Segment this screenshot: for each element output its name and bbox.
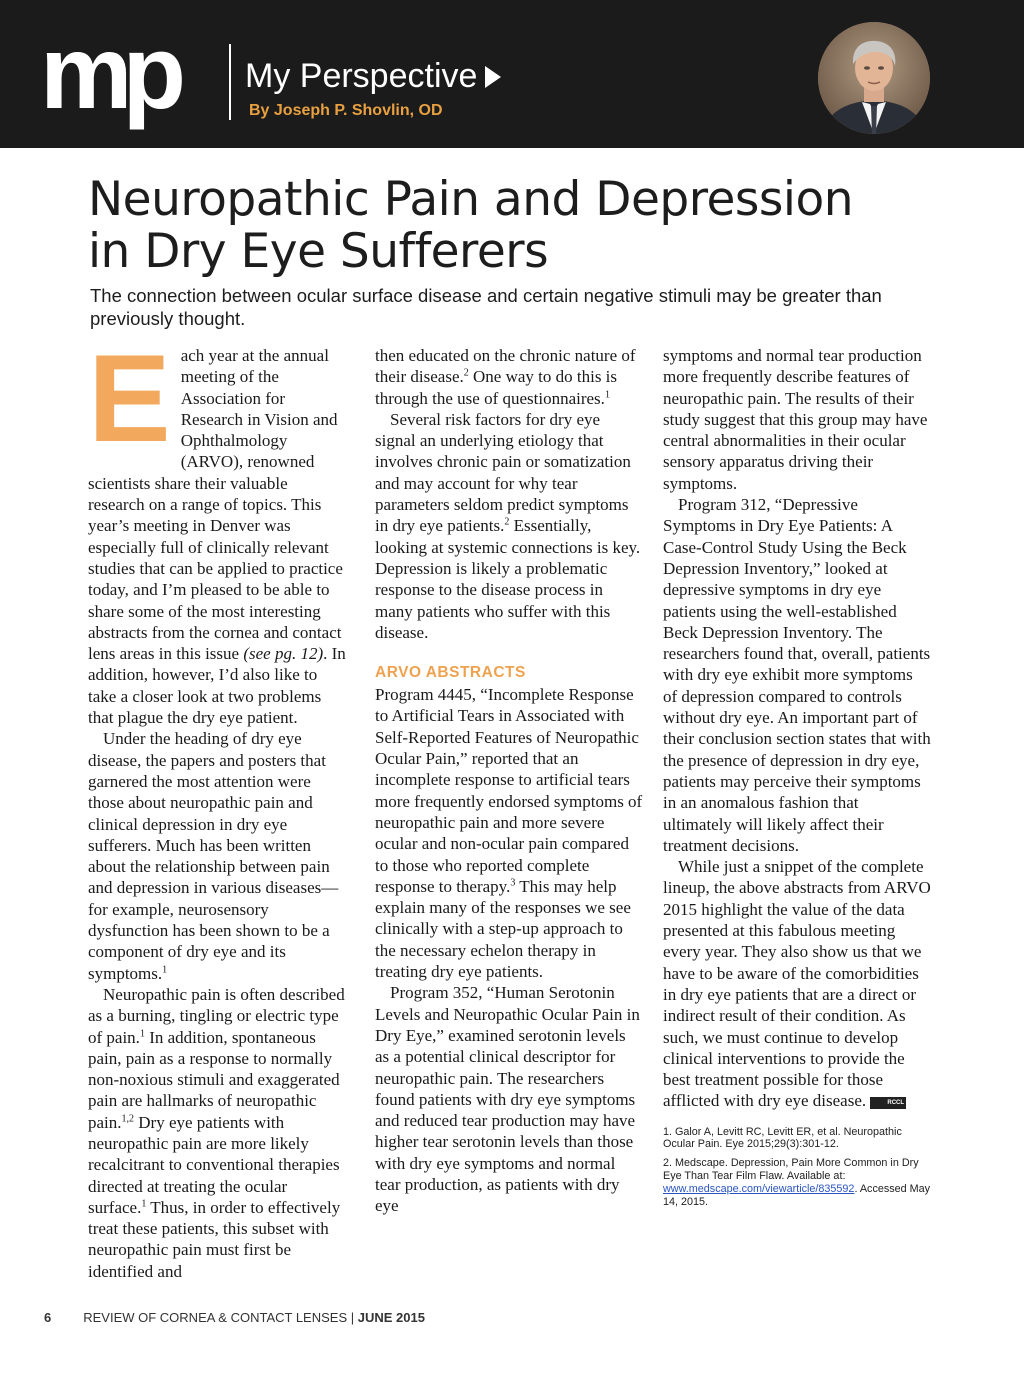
reference-1: 1. Galor A, Levitt RC, Levitt ER, et al. Neuropathic Ocular Pain. Eye 2015;29(3):301-12. [663, 1125, 902, 1151]
paragraph-4-text-b: Essentially, looking at systemic connections is key. Depression is likely a problematic response to the disease process in many patients who suffer with this disease. [375, 516, 641, 642]
page-number: 6 [44, 1310, 52, 1325]
reference-2-text-a: 2. Medscape. Depression, Pain More Common in Dry Eye Than Tear Film Flaw. Available at: [663, 1157, 919, 1183]
citation: 2 [504, 516, 510, 528]
paragraph-3-text-d: Thus, in order to effectively treat these patients, this subset with neuropathic pain must first be identified and [88, 1197, 341, 1281]
paragraph-3-text-c: Dry eye patients with neuropathic pain are more likely recalcitrant to conventional therapies directed at treating the ocular surface. [88, 1112, 340, 1217]
paragraph-6-text: Program 352, “Human Serotonin Levels and Neuropathic Ocular Pain in Dry Eye,” examined serotonin levels as a potential clinical descriptor for neuropathic pain. The researchers found patients with dry eye symptoms and reduced tear production may have higher tear serotonin levels than those with dry eye symptoms and normal tear production, as patients with dry eye [375, 983, 640, 1216]
article-dek: The connection between ocular surface disease and certain negative stimuli may be greater than previously thought. [90, 285, 882, 329]
paragraph-1-after: . In addition, however, I’d also like to take a closer look at two problems that plague the dry eye patient. [88, 644, 346, 728]
page-reference: (see pg. 12) [243, 644, 324, 664]
paragraph-1-text: ach year at the annual meeting of the Association for Research in Vision and Ophthalmology (ARVO), renowned scientists share their valuable research on a range of topics. This year’s meeting in Denver was especially full of clinically relevant studies that can be applied to practice today, and I’m pleased to be able to share some of the most interesting abstracts from the cornea and contact lens areas in this issue [88, 346, 343, 664]
author-portrait-image [818, 22, 930, 134]
column-1 [88, 330, 348, 1282]
paragraph-5 [375, 684, 643, 982]
section-subhead: ARVO ABSTRACTS [375, 664, 526, 682]
author-byline: By Joseph P. Shovlin, OD [249, 102, 443, 119]
publication-name: REVIEW OF CORNEA & CONTACT LENSES | [83, 1310, 358, 1325]
paragraph-1 [88, 330, 348, 728]
play-arrow-icon [485, 66, 501, 88]
column-3 [663, 345, 931, 1214]
column-2 [375, 345, 643, 1217]
article-title [88, 174, 853, 278]
references [663, 1126, 931, 1209]
reference-2-text-b: . Accessed May 14, 2015. [663, 1182, 931, 1208]
citation: 1 [162, 963, 168, 975]
header-divider [229, 44, 231, 120]
citation: 1 [139, 1027, 145, 1039]
paragraph-7-text: Program 312, “Depressive Symptoms in Dry Eye Patients: A Case-Control Study Using the Beck Depression Inventory,” looked at depressive symptoms in dry eye patients using the well-established Beck Depression Inventory. The researchers found that, overall, patients with dry eye exhibit more symptoms of depression compared to controls without dry eye. An important part of their conclusion section states that with the presence of depression in dry eye, patients may perceive their symptoms in an anomalous fashion that ultimately will likely affect their treatment decisions. [663, 495, 931, 855]
paragraph-3 [88, 984, 348, 1282]
paragraph-6-continued: symptoms and normal tear production more frequently describe features of neuropathic pain. The results of their study suggest that this group may have central abnormalities in their ocular sensory apparatus driving their symptoms. [663, 346, 928, 493]
paragraph-3-continued [375, 345, 643, 409]
paragraph-3-text-e: One way to do this is through the use of questionnaires. [375, 367, 618, 408]
paragraph-2-text: Under the heading of dry eye disease, the papers and posters that garnered the most attention were those about neuropathic pain and clinical depression in dry eye sufferers. Much has been written about the relationship between pain and depression in various diseases—for example, neurosensory dysfunction has been shown to be a component of dry eye and its symptoms. [88, 729, 339, 983]
citation: 2 [463, 367, 469, 379]
page-footer [44, 1310, 425, 1325]
paragraph-3-text-b: In addition, spontaneous pain, pain as a response to normally non-noxious stimuli and exaggerated pain are hallmarks of neuropathic pain. [88, 1027, 340, 1132]
citation: 1 [604, 388, 610, 400]
paragraph-3-text-cont: then educated on the chronic nature of their disease. [375, 346, 636, 387]
paragraph-8-text: While just a snippet of the complete lineup, the above abstracts from ARVO 2015 highlight the value of the data presented at this fabulous meeting every year. They also show us that we have to be aware of the comorbidities in dry eye patients that are a direct or indirect result of their condition. As such, we must continue to develop clinical interventions to provide the best treatment possible for those afflicted with dry eye disease. [663, 857, 931, 1111]
mp-logo: mp [40, 15, 176, 131]
paragraph-4-text-a: Several risk factors for dry eye signal an underlying etiology that involves chronic pain or somatization and may account for why tear parameters seldom predict symptoms in dry eye patients. [375, 409, 631, 536]
citation: 3 [510, 877, 516, 889]
article-title-line1: Neuropathic Pain and Depression [88, 172, 854, 227]
paragraph-8 [663, 856, 931, 1112]
end-mark-icon: RCCL [870, 1097, 906, 1109]
issue-date: JUNE 2015 [357, 1310, 425, 1325]
paragraph-4 [375, 409, 643, 643]
citation: 1 [141, 1198, 147, 1210]
article-title-line2: in Dry Eye Sufferers [88, 224, 549, 279]
series-title [245, 56, 501, 96]
drop-cap: E [88, 330, 171, 468]
citation: 1,2 [121, 1113, 135, 1125]
paragraph-5-text-b: This may help explain many of the responses we see clinically with a step-up approach to the necessary echelon therapy in treating dry eye patients. [375, 876, 631, 982]
author-portrait [818, 22, 930, 134]
header-banner [0, 0, 1024, 148]
series-title-text: My Perspective [245, 57, 478, 95]
paragraph-2 [88, 728, 348, 984]
paragraph-6 [375, 982, 643, 1216]
paragraph-7 [663, 494, 931, 856]
paragraph-3-text-a: Neuropathic pain is often described as a burning, tingling or electric type of pain. [88, 984, 345, 1047]
paragraph-5-text-a: Program 4445, “Incomplete Response to Artificial Tears in Associated with Self-Reported Features of Neuropathic Ocular Pain,” reported that an incomplete response to artificial tears more frequently endorsed symptoms of neuropathic pain and more severe ocular and non-ocular pain compared to those who reported complete response to therapy. [375, 685, 643, 896]
reference-2-link[interactable]: www.medscape.com/viewarticle/835592 [663, 1182, 855, 1195]
reference-2 [663, 1157, 931, 1208]
